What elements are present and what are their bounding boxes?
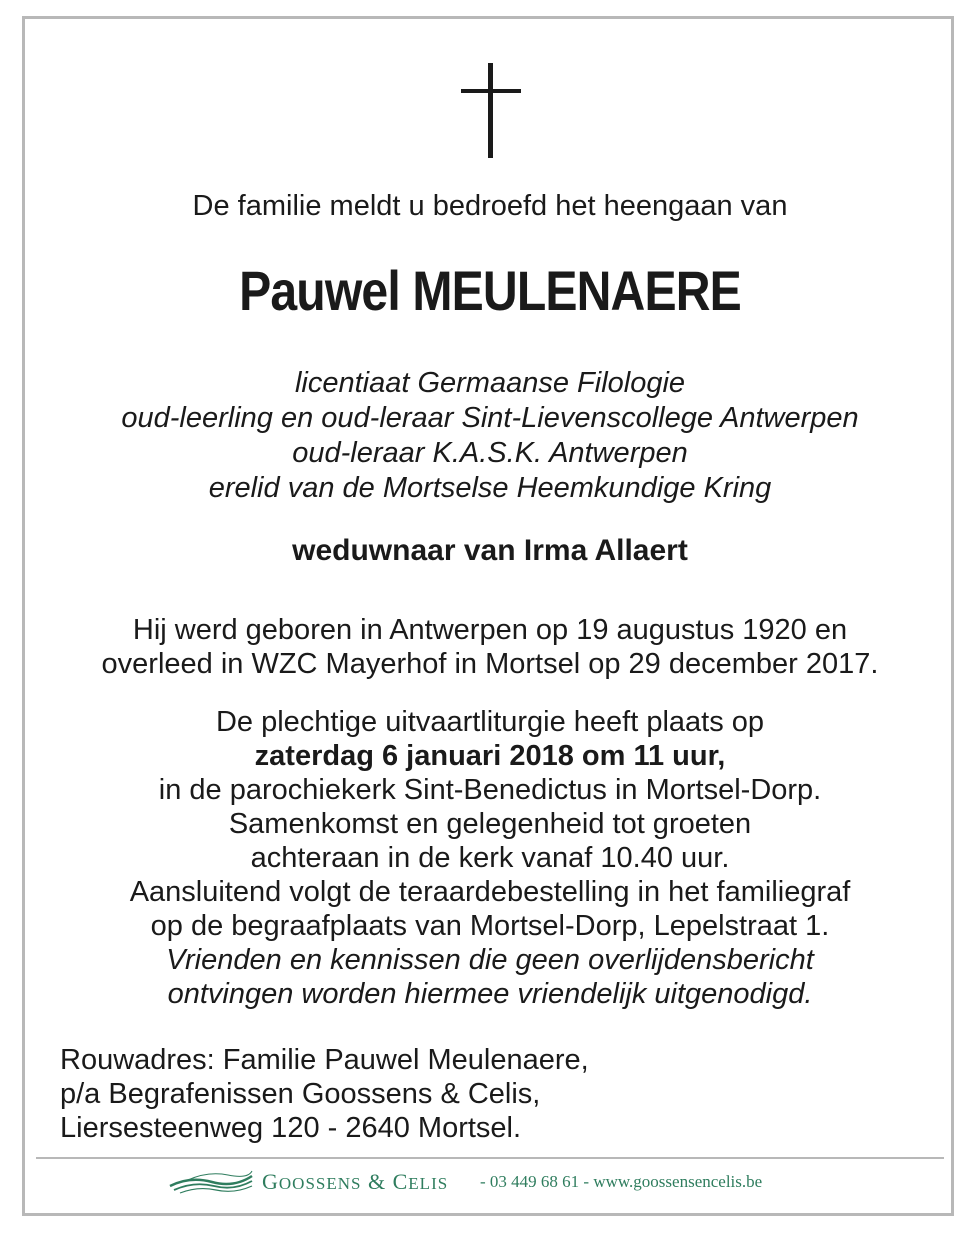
titles-block [0, 366, 980, 506]
address-line: p/a Begrafenissen Goossens & Celis, [60, 1078, 541, 1110]
brand-part: ELIS [408, 1174, 449, 1193]
contact-info[interactable]: - 03 449 68 61 - www.goossensencelis.be [480, 1172, 763, 1191]
service-date: zaterdag 6 januari 2018 om 11 uur, [254, 740, 726, 772]
intro-text: De familie meldt u bedroefd het heengaan van [192, 190, 788, 222]
title-line: licentiaat Germaanse Filologie [294, 367, 686, 399]
service-line: achteraan in de kerk vanaf 10.40 uur. [250, 842, 730, 874]
title-line: oud-leraar K.A.S.K. Antwerpen [292, 437, 688, 469]
brand-part: OOSSENS [278, 1174, 362, 1193]
service-line: Aansluitend volgt de teraardebestelling in het familiegraf [129, 876, 851, 908]
footer-divider [36, 1157, 944, 1159]
brand-ampersand: & [361, 1169, 393, 1194]
invitation-line: Vrienden en kennissen die geen overlijdensbericht [166, 944, 814, 976]
deceased-name: Pauwel MEULENAERE [239, 259, 741, 322]
brand-initial: G [262, 1169, 279, 1194]
death-line: overleed in WZC Mayerhof in Mortsel op 29 december 2017. [101, 648, 879, 680]
brand-initial: C [392, 1169, 409, 1194]
service-line: Samenkomst en gelegenheid tot groeten [228, 808, 752, 840]
address-line: Rouwadres: Familie Pauwel Meulenaere, [60, 1044, 589, 1076]
title-line: erelid van de Mortselse Heemkundige Kring [208, 472, 772, 504]
cross-icon [461, 63, 521, 158]
invitation-line: ontvingen worden hiermee vriendelijk uitgenodigd. [167, 978, 813, 1010]
funeral-home-name[interactable] [262, 1169, 448, 1195]
mourning-address [60, 1043, 589, 1145]
title-line: oud-leerling en oud-leraar Sint-Lievenscollege Antwerpen [121, 402, 859, 434]
service-line: in de parochiekerk Sint-Benedictus in Mortsel-Dorp. [158, 774, 822, 806]
address-line: Liersesteenweg 120 - 2640 Mortsel. [60, 1112, 522, 1144]
service-line: op de begraafplaats van Mortsel-Dorp, Lepelstraat 1. [150, 910, 830, 942]
wave-logo-icon [168, 1168, 254, 1194]
birth-death-block [0, 613, 980, 681]
widower-line: weduwnaar van Irma Allaert [292, 534, 688, 567]
service-block [0, 705, 980, 1011]
birth-line: Hij werd geboren in Antwerpen op 19 augustus 1920 en [132, 614, 848, 646]
service-intro: De plechtige uitvaartliturgie heeft plaats op [215, 706, 765, 738]
